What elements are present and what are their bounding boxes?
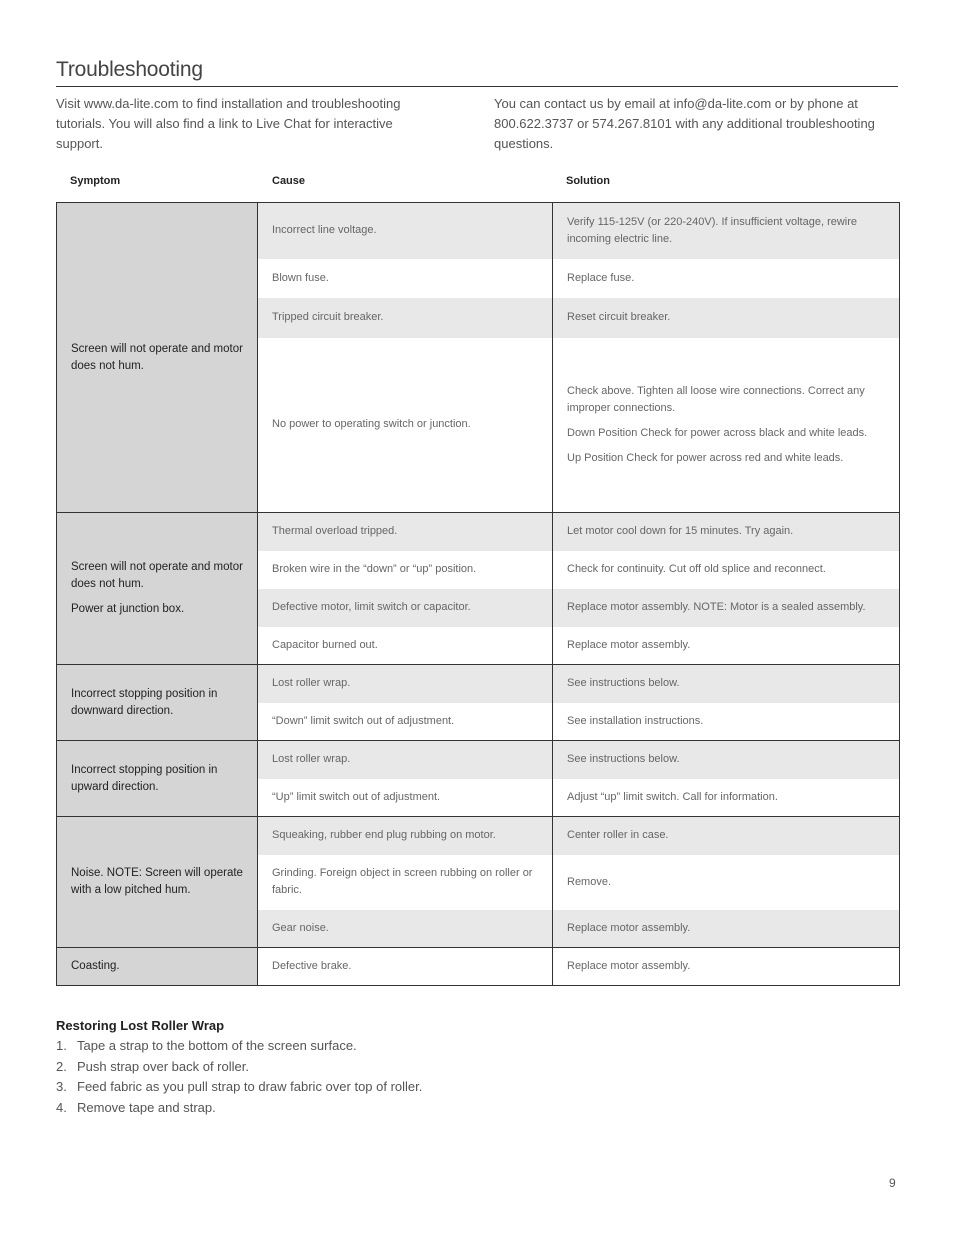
- column-header-cause: Cause: [272, 175, 306, 187]
- solution-text: Down Position Check for power across black and white leads.: [567, 426, 868, 439]
- symptom-cell: [57, 665, 258, 741]
- intro-website-text: Visit www.da-lite.com to find installation and troubleshooting tutorials. You will also find a link to Live Chat for interactive support.: [56, 96, 401, 151]
- step-number: 1.: [56, 1038, 67, 1053]
- cause-cell: Blown fuse.: [258, 259, 553, 298]
- symptom-text: Incorrect stopping position in downward direction.: [71, 687, 218, 717]
- cause-cell: Defective brake.: [258, 948, 553, 986]
- column-header-symptom: Symptom: [70, 175, 121, 187]
- list-item: [56, 1077, 422, 1098]
- intro-contact-text: You can contact us by email at info@da-lite.com or by phone at 800.622.3737 or 574.267.8101 with any additional troubleshooting questions.: [494, 96, 875, 151]
- cause-cell: Tripped circuit breaker.: [258, 298, 553, 338]
- step-text: Feed fabric as you pull strap to draw fabric over top of roller.: [77, 1079, 423, 1094]
- cause-cell: “Up” limit switch out of adjustment.: [258, 779, 553, 817]
- solution-cell: Check for continuity. Cut off old splice and reconnect.: [553, 551, 900, 589]
- table-row: [57, 665, 900, 703]
- solution-cell: See instructions below.: [553, 741, 900, 779]
- symptom-cell: [57, 513, 258, 665]
- cause-cell: Capacitor burned out.: [258, 627, 553, 665]
- solution-cell: Verify 115-125V (or 220-240V). If insufficient voltage, rewire incoming electric line.: [553, 203, 900, 259]
- solution-cell: Reset circuit breaker.: [553, 298, 900, 338]
- restore-steps-list: [56, 1036, 422, 1118]
- solution-cell: [553, 338, 900, 513]
- solution-cell: See instructions below.: [553, 665, 900, 703]
- page-title: Troubleshooting: [56, 58, 203, 81]
- solution-cell: See installation instructions.: [553, 703, 900, 741]
- solution-cell: Replace motor assembly.: [553, 948, 900, 986]
- symptom-text: Noise. NOTE: Screen will operate with a low pitched hum.: [71, 867, 243, 896]
- list-item: [56, 1098, 422, 1119]
- solution-text: Check above. Tighten all loose wire connections. Correct any improper connections.: [567, 384, 865, 414]
- solution-cell: Center roller in case.: [553, 817, 900, 855]
- step-text: Remove tape and strap.: [77, 1099, 216, 1115]
- symptom-cell: [57, 203, 258, 513]
- table-row: [57, 203, 900, 259]
- list-item: [56, 1057, 422, 1078]
- symptom-text: Screen will not operate and motor does not hum.: [71, 342, 243, 372]
- symptom-cell: [57, 948, 258, 986]
- cause-cell: “Down” limit switch out of adjustment.: [258, 703, 553, 741]
- solution-cell: Adjust “up” limit switch. Call for information.: [553, 779, 900, 817]
- table-row: [57, 741, 900, 779]
- cause-cell: Lost roller wrap.: [258, 741, 553, 779]
- table-row: [57, 513, 900, 551]
- symptom-text: Screen will not operate and motor does not hum.: [71, 561, 243, 590]
- cause-cell: Squeaking, rubber end plug rubbing on motor.: [258, 817, 553, 855]
- step-number: 2.: [56, 1058, 67, 1074]
- cause-cell: No power to operating switch or junction.: [258, 338, 553, 513]
- symptom-text: Coasting.: [71, 960, 120, 972]
- cause-cell: Defective motor, limit switch or capacitor.: [258, 589, 553, 627]
- solution-text: Up Position Check for power across red and white leads.: [567, 451, 844, 464]
- solution-cell: Replace motor assembly.: [553, 627, 900, 665]
- symptom-cell: [57, 741, 258, 817]
- cause-cell: Broken wire in the “down” or “up” position.: [258, 551, 553, 589]
- cause-cell: Gear noise.: [258, 910, 553, 948]
- symptom-text: Incorrect stopping position in upward direction.: [71, 763, 218, 793]
- step-text: Tape a strap to the bottom of the screen surface.: [77, 1038, 357, 1053]
- cause-cell: Lost roller wrap.: [258, 665, 553, 703]
- solution-cell: Let motor cool down for 15 minutes. Try again.: [553, 513, 900, 551]
- restore-section-title: Restoring Lost Roller Wrap: [56, 1018, 225, 1033]
- cause-cell: Thermal overload tripped.: [258, 513, 553, 551]
- solution-cell: Replace fuse.: [553, 259, 900, 298]
- table-row: [57, 817, 900, 855]
- step-text: Push strap over back of roller.: [77, 1058, 249, 1074]
- table-row: [57, 948, 900, 986]
- cause-cell: Incorrect line voltage.: [258, 203, 553, 259]
- page-number: 9: [889, 1176, 896, 1190]
- troubleshooting-table: [56, 202, 900, 986]
- step-number: 4.: [56, 1099, 67, 1115]
- cause-cell: Grinding. Foreign object in screen rubbing on roller or fabric.: [258, 855, 553, 910]
- solution-cell: Replace motor assembly.: [553, 910, 900, 948]
- title-divider: [56, 86, 898, 87]
- column-header-solution: Solution: [566, 175, 610, 187]
- symptom-cell: [57, 817, 258, 948]
- symptom-text: Power at junction box.: [71, 603, 185, 615]
- list-item: [56, 1036, 422, 1057]
- step-number: 3.: [56, 1079, 67, 1094]
- solution-cell: Remove.: [553, 855, 900, 910]
- solution-cell: Replace motor assembly. NOTE: Motor is a sealed assembly.: [553, 589, 900, 627]
